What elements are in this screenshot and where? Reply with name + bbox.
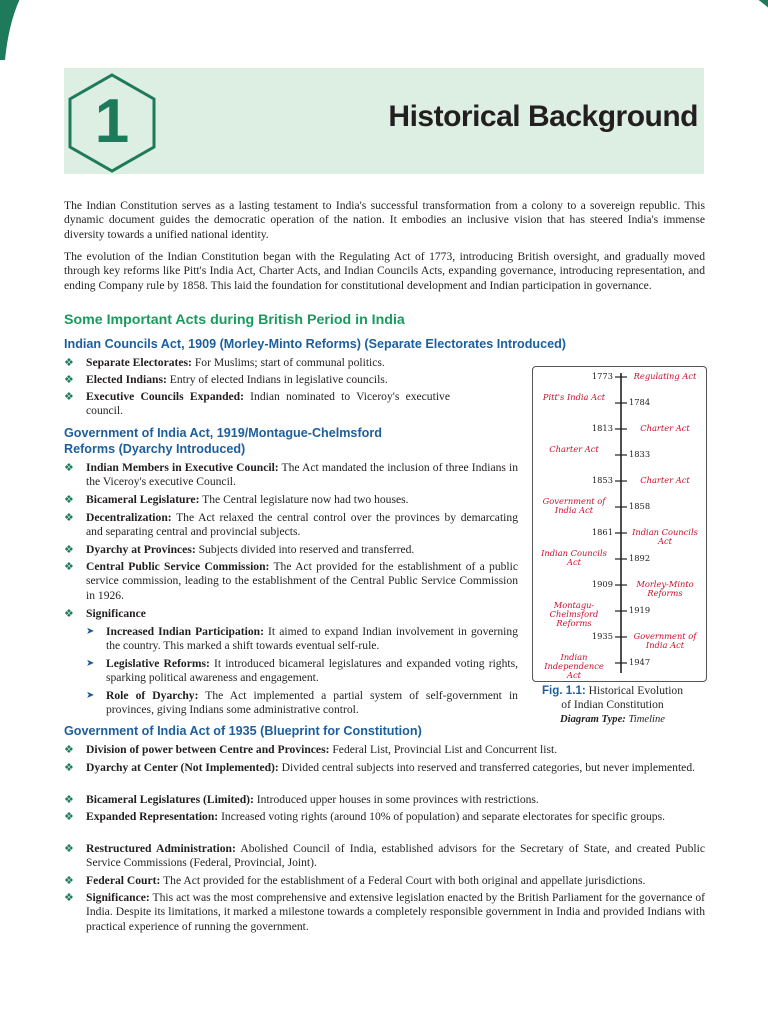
diamond-bullet-icon: ❖ xyxy=(64,561,74,573)
timeline-label: Regulating Act xyxy=(633,371,697,381)
timeline-label: Morley-Minto Reforms xyxy=(636,579,694,598)
timeline-label: Montagu-Chelmsford Reforms xyxy=(549,600,599,628)
timeline-year: 1892 xyxy=(629,553,651,563)
timeline-label: Charter Act xyxy=(549,444,599,454)
diamond-bullet-icon: ❖ xyxy=(64,608,74,620)
diamond-bullet-icon: ❖ xyxy=(64,762,74,774)
list-item: ❖ Central Public Service Commission: The Act provided for the establishment of a public service commission, leading to the establishment of the Central Public Service Commission in 1926. xyxy=(64,560,519,602)
timeline-label: Pitt's India Act xyxy=(542,392,606,402)
arrow-bullet-icon: ➤ xyxy=(86,690,95,701)
diamond-bullet-icon: ❖ xyxy=(64,357,74,369)
list-item: ❖ Significance xyxy=(64,607,146,620)
timeline-label: Charter Act xyxy=(640,423,690,433)
timeline-year: 1784 xyxy=(629,397,651,407)
timeline-year: 1858 xyxy=(629,501,651,511)
intro-paragraph-1: The Indian Constitution serves as a lasting testament to India's successful transformation from a colony to a sovereign republic. This dynamic document guides the democratic operation of the nation. It embodies an inclusive vision that has steered India's immense diversity towards a unified national identity. xyxy=(64,199,705,241)
timeline-year: 1853 xyxy=(591,475,613,485)
timeline-label: Government of India Act xyxy=(542,496,606,515)
timeline-year: 1947 xyxy=(629,657,651,667)
sub-list-item: ➤ Increased Indian Participation: It aimed to expand Indian involvement in governing the country. This marked a shift towards eventual self-rule. xyxy=(86,625,518,653)
list-item: ❖ Federal Court: The Act provided for the establishment of a Federal Court with both original and appellate jurisdictions. xyxy=(64,874,646,887)
diamond-bullet-icon: ❖ xyxy=(64,843,74,855)
diamond-bullet-icon: ❖ xyxy=(64,391,74,403)
timeline-label: Charter Act xyxy=(640,475,690,485)
list-item: ❖ Elected Indians: Entry of elected Indians in legislative councils. xyxy=(64,373,388,386)
timeline-year: 1935 xyxy=(591,631,613,641)
list-item: ❖ Bicameral Legislature: The Central legislature now had two houses. xyxy=(64,493,409,506)
diamond-bullet-icon: ❖ xyxy=(64,544,74,556)
diamond-bullet-icon: ❖ xyxy=(64,512,74,524)
list-item: ❖ Executive Councils Expanded: Indian nominated to Viceroy's executive council. xyxy=(64,390,450,418)
list-item: ❖ Division of power between Centre and Provinces: Federal List, Provincial List and Concurrent list. xyxy=(64,743,558,756)
timeline-year: 1919 xyxy=(629,605,651,615)
list-item: ❖ Bicameral Legislatures (Limited): Introduced upper houses in some provinces with restrictions. xyxy=(64,793,539,806)
act-1909-heading: Indian Councils Act, 1909 (Morley-Minto Reforms) (Separate Electorates Introduced) xyxy=(64,337,566,351)
timeline-year: 1861 xyxy=(591,527,613,537)
list-item: ❖ Dyarchy at Provinces: Subjects divided into reserved and transferred. xyxy=(64,543,415,556)
intro-paragraph-2: The evolution of the Indian Constitution began with the Regulating Act of 1773, introducing British oversight, and gradually moved through key reforms like Pitt's India Act, Charter Acts, and Indian Councils Acts, expanding governance, introducing representation, and ending Company rule by 1858. This laid the foundation for constitutional development and Indian participation in governance. xyxy=(64,250,705,292)
list-item: ❖ Indian Members in Executive Council: The Act mandated the inclusion of three Indians in the Viceroy's executive Council. xyxy=(64,461,519,489)
corner-decoration-right xyxy=(698,0,768,60)
corner-decoration-left xyxy=(0,0,50,60)
chapter-title: Historical Background xyxy=(388,100,698,133)
timeline-label: Indian Independence Act xyxy=(544,652,604,680)
timeline-label: Indian Councils Act xyxy=(632,527,698,546)
timeline-year: 1909 xyxy=(591,579,613,589)
timeline-year: 1773 xyxy=(591,371,613,381)
diamond-bullet-icon: ❖ xyxy=(64,794,74,806)
act-1935-heading: Government of India Act of 1935 (Blueprint for Constitution) xyxy=(64,724,422,738)
chapter-number: 1 xyxy=(94,87,130,156)
list-item: ❖ Expanded Representation: Increased voting rights (around 10% of population) and separate electorates for specific groups. xyxy=(64,810,666,823)
section-heading: Some Important Acts during British Period in India xyxy=(64,312,405,328)
list-item: ❖ Dyarchy at Center (Not Implemented): Divided central subjects into reserved and transferred categories, but never implemented. xyxy=(64,761,696,774)
diamond-bullet-icon: ❖ xyxy=(64,744,74,756)
diamond-bullet-icon: ❖ xyxy=(64,811,74,823)
list-item: ❖ Significance: This act was the most comprehensive and extensive legislation enacted by the British Parliament for the governance of India. Despite its limitations, it marked a milestone towards a completely responsible government in India and provided Indians with practical experience of running the government. xyxy=(64,891,705,933)
diamond-bullet-icon: ❖ xyxy=(64,494,74,506)
list-item: ❖ Restructured Administration: Abolished Council of India, established advisors for the Secretary of State, and created Public Service Commissions (Federal, Provincial, Joint). xyxy=(64,842,705,870)
figure-caption: Fig. 1.1: Historical Evolution of Indian Constitution Diagram Type: Timeline xyxy=(541,684,684,725)
timeline-year: 1813 xyxy=(591,423,613,433)
sub-list-item: ➤ Role of Dyarchy: The Act implemented a partial system of self-government in provinces, giving Indians some administrative control. xyxy=(86,689,518,717)
list-item: ❖ Separate Electorates: For Muslims; start of communal politics. xyxy=(64,356,385,369)
diamond-bullet-icon: ❖ xyxy=(64,462,74,474)
timeline-label: Government of India Act xyxy=(633,631,697,650)
arrow-bullet-icon: ➤ xyxy=(86,658,95,669)
timeline-year: 1833 xyxy=(629,449,651,459)
diamond-bullet-icon: ❖ xyxy=(64,875,74,887)
list-item: ❖ Decentralization: The Act relaxed the central control over the provinces by demarcating and separating central and provincial subjects. xyxy=(64,511,518,539)
timeline-figure xyxy=(532,366,707,682)
diamond-bullet-icon: ❖ xyxy=(64,374,74,386)
sub-list-item: ➤ Legislative Reforms: It introduced bicameral legislatures and expanded voting rights, sparking political awareness and engagement. xyxy=(86,657,519,685)
diamond-bullet-icon: ❖ xyxy=(64,892,74,904)
timeline-label: Indian Councils Act xyxy=(541,548,607,567)
arrow-bullet-icon: ➤ xyxy=(86,626,95,637)
act-1919-heading: Government of India Act, 1919/Montague-Chelmsford Reforms (Dyarchy Introduced) xyxy=(64,426,382,456)
